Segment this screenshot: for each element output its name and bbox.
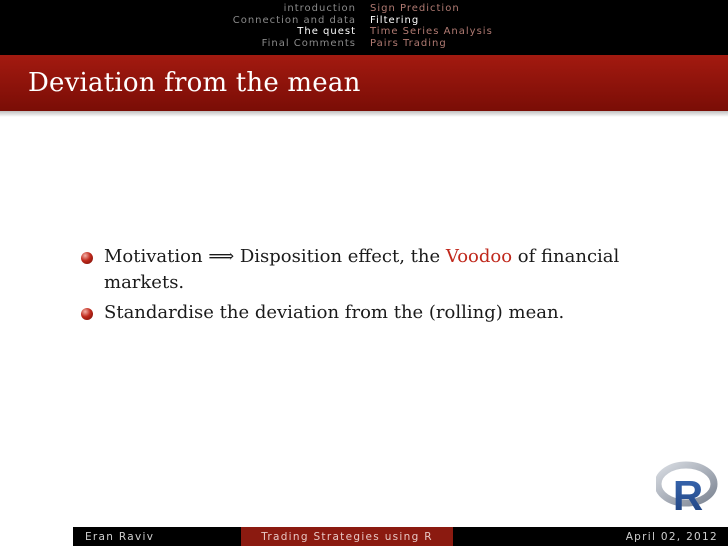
list-item xyxy=(78,300,678,326)
implies-arrow: ⟹ xyxy=(208,246,235,267)
bullet-text-post: of financial markets. xyxy=(104,246,620,293)
nav-section-final-comments[interactable]: Final Comments xyxy=(261,37,356,49)
bullet-text-mid: Disposition effect, the xyxy=(239,246,441,267)
bullet-icon xyxy=(81,252,93,264)
bullet-icon xyxy=(81,308,93,320)
footer-bar xyxy=(73,527,728,546)
bullet-text-pre: Motivation xyxy=(104,246,203,267)
footer-author: Eran Raviv xyxy=(73,527,241,546)
nav-subsection-time-series-analysis[interactable]: Time Series Analysis xyxy=(370,26,493,37)
nav-subsection-pairs-trading[interactable]: Pairs Trading xyxy=(370,37,447,49)
footer-date: April 02, 2012 xyxy=(453,527,728,546)
r-logo-icon xyxy=(656,460,722,516)
nav-section-connection-and-data[interactable]: Connection and data xyxy=(232,14,356,26)
nav-section-the-quest[interactable]: The quest xyxy=(297,26,356,37)
nav-subsection-filtering[interactable]: Filtering xyxy=(370,14,420,26)
navigation-bar xyxy=(0,0,728,55)
footer-title: Trading Strategies using R xyxy=(241,527,453,546)
nav-subsection-sign-prediction[interactable]: Sign Prediction xyxy=(370,3,460,14)
voodoo-highlight: Voodoo xyxy=(445,246,513,267)
frame-title-bar xyxy=(0,55,728,111)
frame-title: Deviation from the mean xyxy=(28,68,361,98)
list-item xyxy=(78,244,678,296)
section-nav xyxy=(0,0,364,55)
title-shadow xyxy=(0,111,728,117)
bullet-text: Standardise the deviation from the (rolling) mean. xyxy=(104,302,565,323)
bullet-list xyxy=(78,244,678,330)
nav-section-introduction[interactable]: introduction xyxy=(283,3,356,14)
subsection-nav xyxy=(364,0,728,55)
r-logo-letter: R xyxy=(672,472,704,516)
